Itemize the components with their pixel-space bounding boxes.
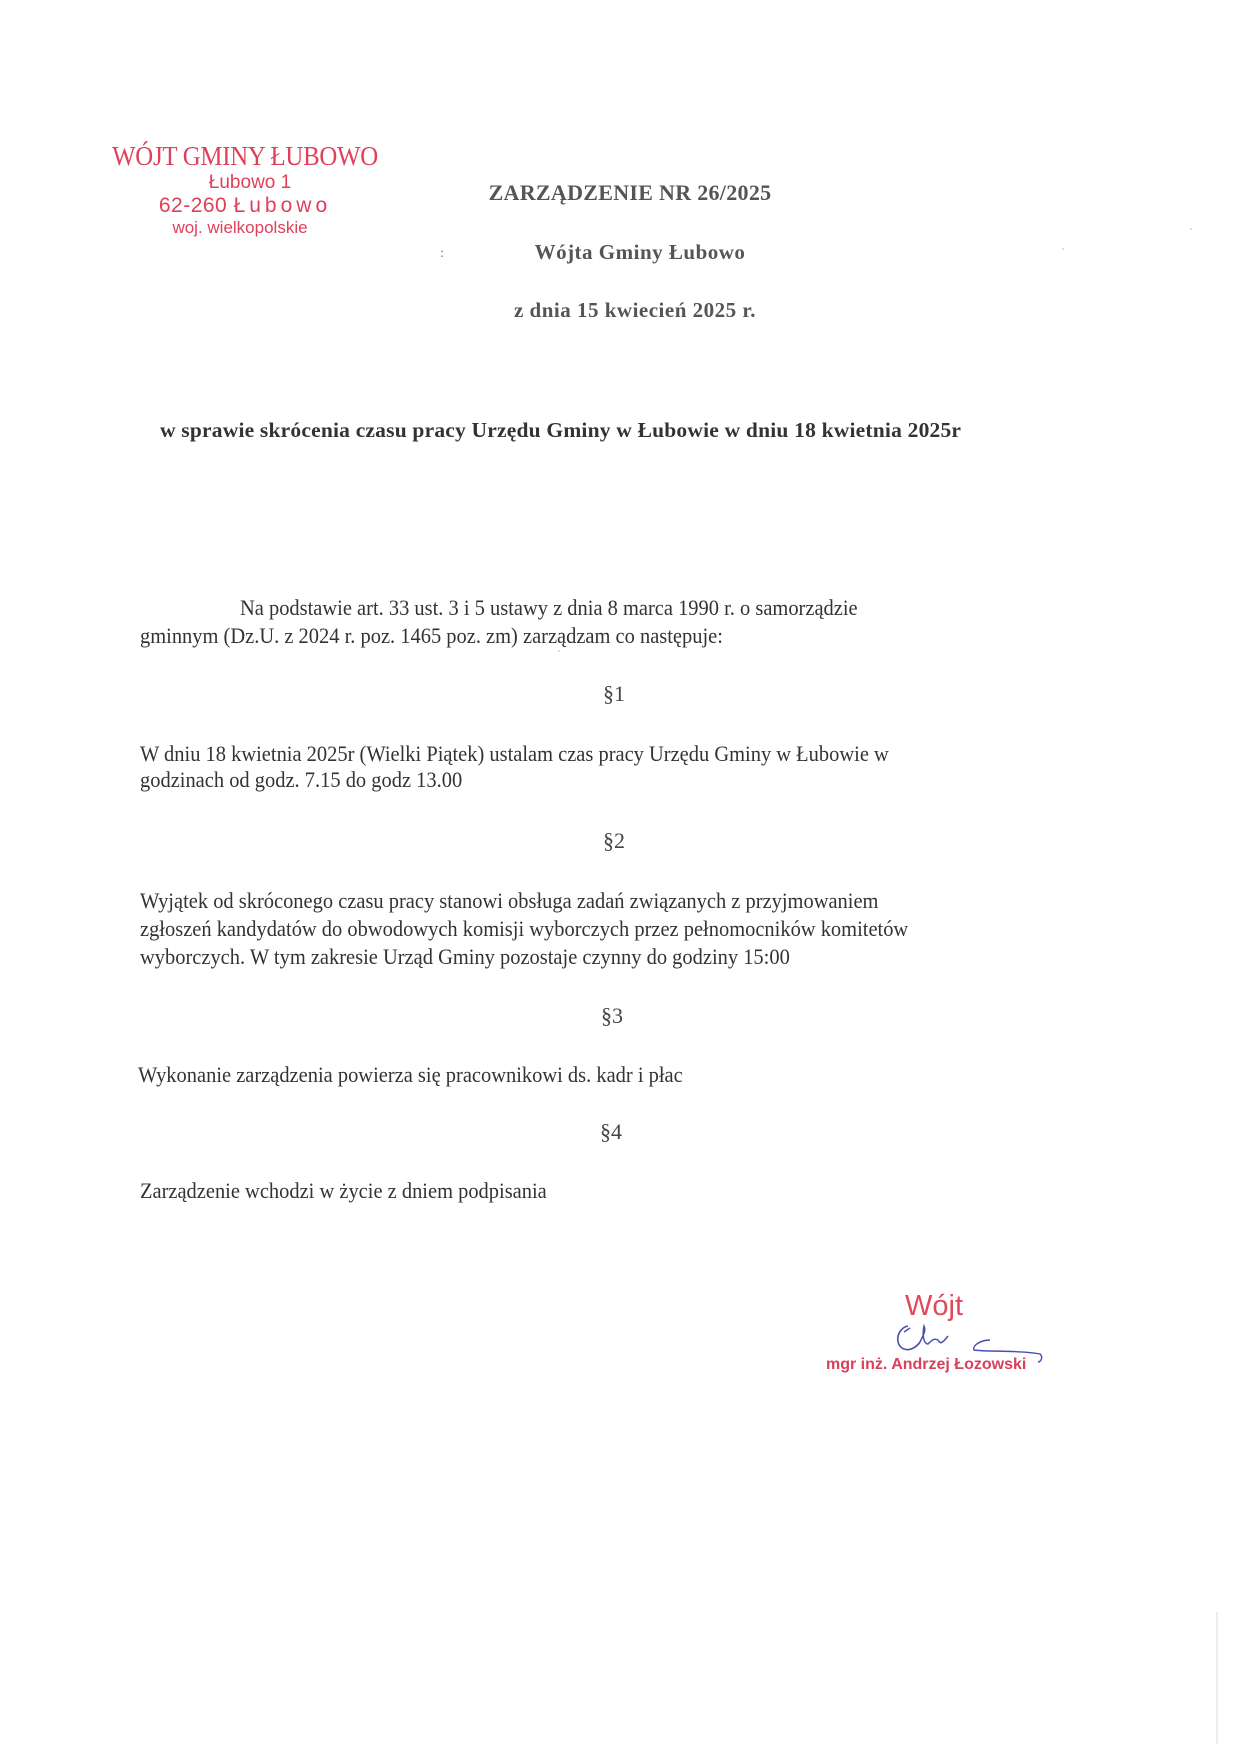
section-2-line-1: Wyjątek od skróconego czasu pracy stanowi obsługa zadań związanych z przyjmowaniem xyxy=(140,888,879,913)
section-4-label: §4 xyxy=(600,1119,622,1144)
stamp-address-line: Łubowo 1 xyxy=(208,172,292,193)
stamp-office-name: WÓJT GMINY ŁUBOWO xyxy=(112,141,378,171)
scan-edge-line xyxy=(1216,1612,1218,1744)
document-subject: w sprawie skrócenia czasu pracy Urzędu Gminy w Łubowie w dniu 18 kwietnia 2025r xyxy=(160,418,962,442)
signatory-name: mgr inż. Andrzej Łozowski xyxy=(826,1356,1027,1373)
stamp-town: Łubowo xyxy=(233,194,332,217)
document-issuer: Wójta Gminy Łubowo xyxy=(534,240,746,264)
scan-speck xyxy=(1062,248,1064,250)
stamp-postal-code: 62-260 xyxy=(158,194,234,217)
preamble-line-1: Na podstawie art. 33 ust. 3 i 5 ustawy z dnia 8 marca 1990 r. o samorządzie xyxy=(240,595,858,620)
section-3-label: §3 xyxy=(601,1003,623,1028)
section-2-line-3: wyborczych. W tym zakresie Urząd Gminy pozostaje czynny do godziny 15:00 xyxy=(140,944,790,969)
scan-speck xyxy=(1190,228,1192,230)
preamble-line-2: gminnym (Dz.U. z 2024 r. poz. 1465 poz. zm) zarządzam co następuje: xyxy=(140,623,723,648)
section-4-line-1: Zarządzenie wchodzi w życie z dniem podpisania xyxy=(140,1178,547,1203)
section-2-label: §2 xyxy=(603,828,625,853)
section-1-line-1: W dniu 18 kwietnia 2025r (Wielki Piątek) ustalam czas pracy Urzędu Gminy w Łubowie w xyxy=(140,741,889,766)
scan-mark: : xyxy=(440,246,444,261)
section-1-label: §1 xyxy=(603,681,625,706)
document-date: z dnia 15 kwiecień 2025 r. xyxy=(513,298,757,322)
section-3-line-1: Wykonanie zarządzenia powierza się pracownikowi ds. kadr i płac xyxy=(138,1062,683,1087)
signature-title: Wójt xyxy=(905,1290,963,1322)
scan-speck xyxy=(558,650,560,652)
stamp-region: woj. wielkopolskie xyxy=(172,218,308,237)
document-title: ZARZĄDZENIE NR 26/2025 xyxy=(488,180,772,205)
section-1-line-2: godzinach od godz. 7.15 do godz 13.00 xyxy=(140,767,463,792)
section-2-line-2: zgłoszeń kandydatów do obwodowych komisji wyborczych przez pełnomocników komitetów xyxy=(140,916,909,941)
